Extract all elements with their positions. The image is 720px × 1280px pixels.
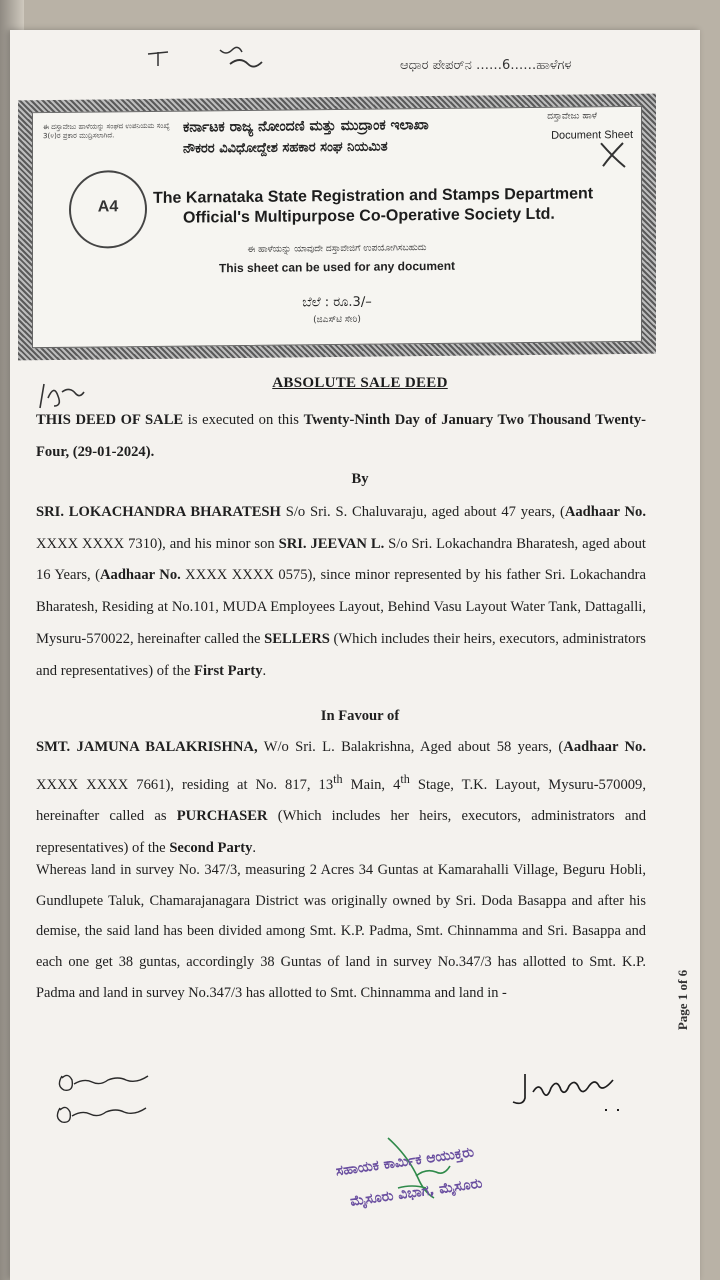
whereas-paragraph: Whereas land in survey No. 347/3, measuring 2 Acres 34 Guntas at Kamarahalli Village, Beguru Hobli, Gundlupete Taluk, Chamarajanagara District was originally owned by Sri. Doda Basappa and after his demise, the said land has been divided among Smt. K.P. Padma, Smt. Chinnamma and Sri. Basappa and each one get 38 guntas, accordingly 38 Guntas of land in survey No.347/3 has allotted to Smt. K.P. Padma and land in survey No.347/3 has allotted to Smt. Chinnamma and land in -	[36, 862, 646, 1001]
purchaser-aadhaar-label: Aadhaar No.	[563, 739, 646, 755]
first-party-term: First Party	[194, 662, 263, 679]
deed-intro-text: is executed on this	[183, 412, 304, 428]
document-sheet-kannada: ದಸ್ತಾವೇಜು ಹಾಳೆ	[547, 111, 597, 122]
purchaser-text-2: XXXX XXXX 7661), residing at No. 817, 13	[36, 776, 334, 793]
superscript-th-1: th	[333, 771, 343, 786]
seller-1-aadhaar-label: Aadhaar No.	[564, 504, 647, 520]
kannada-title-line-1: ಕರ್ನಾಟಕ ರಾಜ್ಯ ನೋಂದಣಿ ಮತ್ತು ಮುದ್ರಾಂಕ ಇಲಾಖಾ	[183, 117, 429, 136]
purchaser-text-3: Main, 4	[342, 776, 401, 793]
sheet-price-note: (ಜಿಎಸ್‌ಟಿ ಸೇರಿ)	[313, 314, 361, 326]
purchaser-text-4: Stage, T.K. Layout, Mysuru-570009, hereinafter called as	[36, 776, 646, 825]
sheet-price: ಬೆಲೆ : ರೂ.3/–	[302, 294, 372, 311]
usage-note-kannada: ಈ ಹಾಳೆಯನ್ನು ಯಾವುದೇ ದಸ್ತಾವೇಜಿಗೆ ಉಪಯೋಗಿಸಬಹುದು	[247, 243, 427, 255]
sellers-text-5: (Which includes their heirs, executors, administrators and representatives) of the	[36, 630, 646, 679]
emblem-code: A4	[97, 198, 119, 216]
sellers-text-2: XXXX XXXX 7310), and his minor son	[36, 535, 279, 552]
seller-2-name: SRI. JEEVAN L.	[278, 535, 385, 552]
sellers-text-6: .	[262, 662, 267, 679]
seal-line-1: ಸಹಾಯಕ ಕಾರ್ಮಿಕ ಆಯುಕ್ತರು	[334, 1144, 476, 1180]
purchaser-signature	[505, 1068, 645, 1118]
purchaser-text-1: W/o Sri. L. Balakrishna, Aged about 58 years, (	[257, 739, 564, 755]
sellers-text-3: S/o Sri. Lokachandra Bharatesh, aged about 16 Years, (	[36, 535, 646, 584]
seller-signatures	[50, 1068, 180, 1130]
top-scribble	[140, 42, 290, 82]
sellers-text-1: S/o Sri. S. Chaluvaraju, aged about 47 years, (	[280, 504, 565, 520]
deed-intro-date: Twenty-Ninth Day of January Two Thousand Twenty-Four, (29-01-2024).	[36, 412, 647, 460]
sellers-term: SELLERS	[264, 630, 330, 647]
sellers-text-4: XXXX XXXX 0575), since minor represented by his father Sri. Lokachandra Bharatesh, Residing at No.101, MUDA Employees Layout, Behind Vasu Layout Water Tank, Dattagalli, Mysuru-570022, hereinafter called the	[36, 567, 646, 647]
superscript-th-2: th	[400, 771, 410, 786]
document-sheet-label: Document Sheet	[551, 128, 633, 142]
in-favour-heading: In Favour of	[320, 708, 400, 724]
stamp-paper-frame	[18, 94, 656, 361]
deed-intro-paragraph	[36, 405, 646, 468]
seal-line-2: ಮೈಸೂರು ವಿಭಾಗ, ಮೈಸೂರು	[349, 1175, 484, 1210]
purchaser-name: SMT. JAMUNA BALAKRISHNA,	[36, 739, 258, 755]
deed-intro-lead: THIS DEED OF SALE	[36, 412, 184, 428]
english-title-line-1: The Karnataka State Registration and Stamps Department	[153, 185, 594, 207]
kannada-title-line-2: ನೌಕರರ ವಿವಿಧೋದ್ದೇಶ ಸಹಕಾರ ಸಂಘ ನಿಯಮಿತ	[183, 139, 388, 157]
seller-2-aadhaar-label: Aadhaar No.	[99, 567, 181, 584]
english-title-line-2: Official's Multipurpose Co-Operative Society Ltd.	[183, 205, 555, 227]
usage-note-english: This sheet can be used for any document	[218, 258, 456, 276]
purchaser-text-5: (Which includes her heirs, executors, administrators and representatives) of the	[36, 808, 646, 856]
page-number: Page 1 of 6	[675, 969, 690, 1031]
purchaser-paragraph	[36, 732, 646, 865]
seller-1-name: SRI. LOKACHANDRA BHARATESH	[36, 504, 281, 520]
sellers-paragraph	[36, 497, 646, 687]
purchaser-term: PURCHASER	[176, 808, 268, 825]
cross-mark-icon	[597, 139, 629, 169]
second-party-term: Second Party	[169, 839, 253, 856]
by-heading: By	[351, 471, 369, 487]
society-emblem	[69, 170, 147, 249]
stamp-paper-inner	[32, 106, 642, 348]
deed-title: ABSOLUTE SALE DEED	[272, 375, 448, 391]
header-note: ಆಧಾರ ಪೇಪರ್‌ನ ……6……ಹಾಳೆಗಳ	[400, 58, 572, 73]
stamp-bylaw-note: ಈ ದಸ್ತಾವೇಜು ಹಾಳೆಯನ್ನು ಸಂಘದ ಉಪನಿಯಮ ಸಂಖ್ಯೆ 3(೪)ರ ಪ್ರಕಾರ ಮುದ್ರಿಸಲಾಗಿದೆ.	[43, 121, 170, 141]
purchaser-text-6: .	[252, 839, 257, 856]
